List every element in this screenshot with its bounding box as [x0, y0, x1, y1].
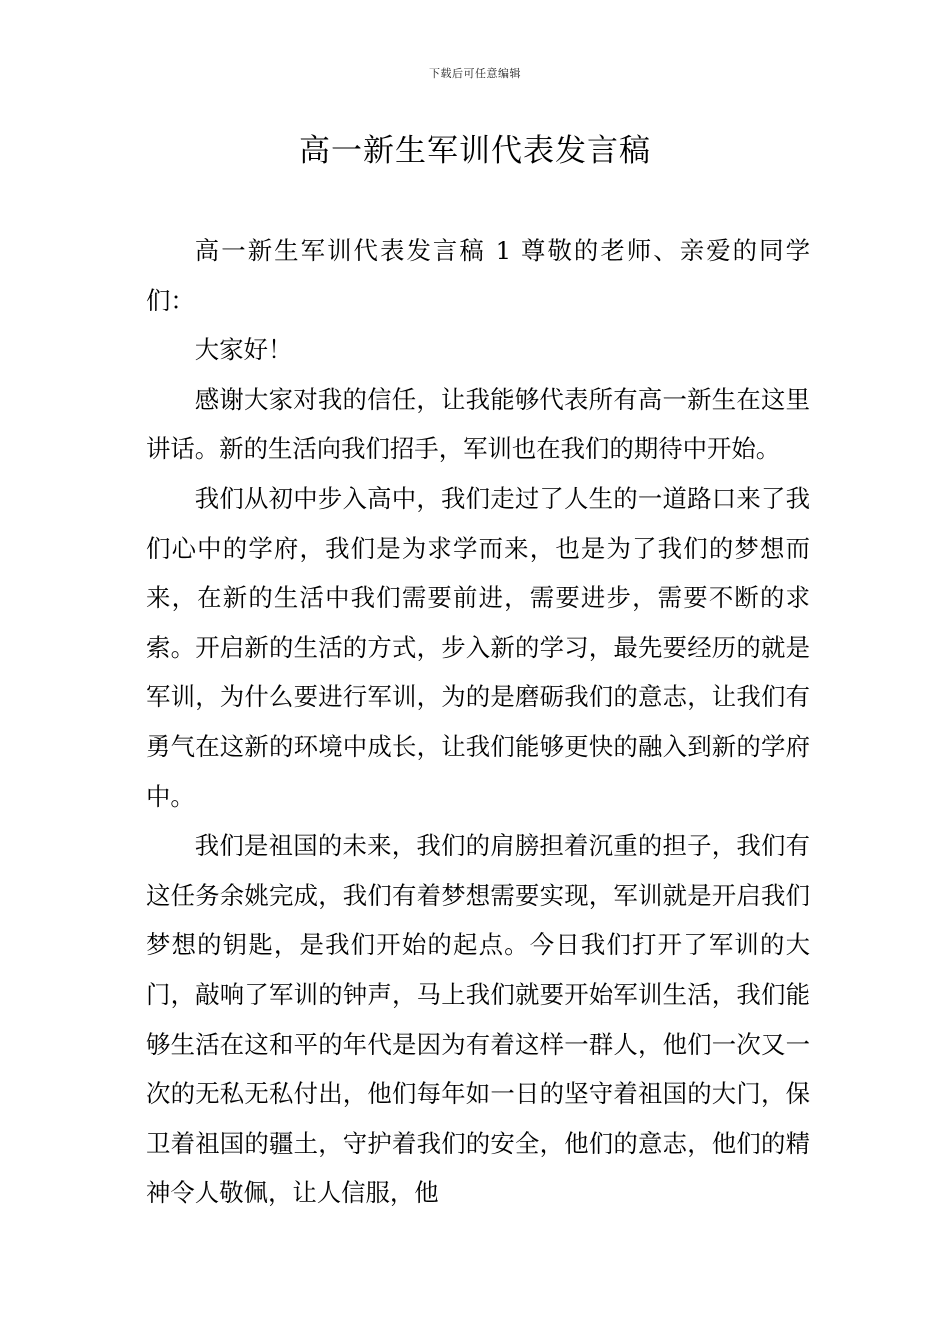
- paragraph-thanks: 感谢大家对我的信任，让我能够代表所有高一新生在这里讲话。新的生活向我们招手，军训也在我们的期待中开始。: [146, 384, 810, 464]
- paragraph-future: 我们是祖国的未来，我们的肩膀担着沉重的担子，我们有这任务余姚完成，我们有着梦想需要实现，军训就是开启我们梦想的钥匙，是我们开始的起点。今日我们打开了军训的大门，敲响了军训的钟声，马上我们就要开始军训生活，我们能够生活在这和平的年代是因为有着这样一群人，他们一次又一次的无私无私付出，他们每年如一日的坚守着祖国的大门，保卫着祖国的疆土，守护着我们的安全，他们的意志，他们的精神令人敬佩，让人信服，他: [146, 831, 810, 1208]
- document-body: [146, 226, 810, 1218]
- paragraph-salutation: 高一新生军训代表发言稿 1 尊敬的老师、亲爱的同学们：: [146, 236, 810, 315]
- document-title: 高一新生军训代表发言稿: [299, 133, 651, 169]
- header-note: 下载后可任意编辑: [429, 67, 521, 80]
- paragraph-high-school: 我们从初中步入高中，我们走过了人生的一道路口来了我们心中的学府，我们是为求学而来，也是为了我们的梦想而来，在新的生活中我们需要前进，需要进步，需要不断的求索。开启新的生活的方式，步入新的学习，最先要经历的就是军训，为什么要进行军训，为的是磨砺我们的意志，让我们有勇气在这新的环境中成长，让我们能够更快的融入到新的学府中。: [146, 483, 810, 811]
- paragraph-greeting: 大家好！: [194, 335, 293, 365]
